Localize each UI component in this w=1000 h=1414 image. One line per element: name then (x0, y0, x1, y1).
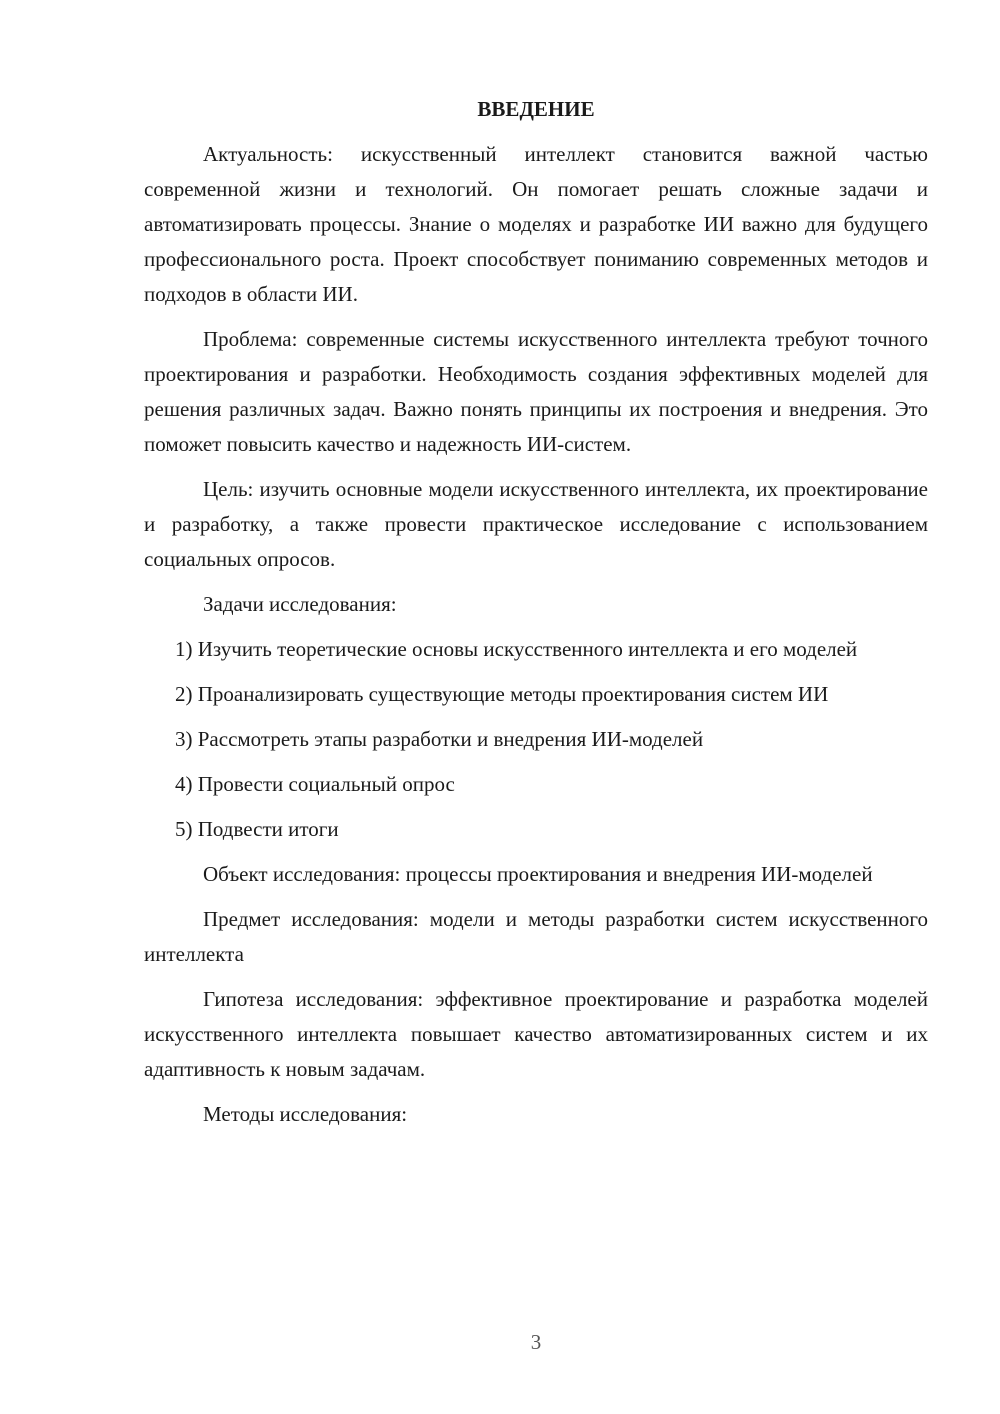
relevance-paragraph: Актуальность: искусственный интеллект становится важной частью современной жизни и технологий. Он помогает решать сложные задачи и автоматизировать процессы. Знание о моделях и разработке ИИ важно для будущего профессионального роста. Проект способствует пониманию современных методов и подходов в области ИИ. (144, 142, 928, 306)
tasks-title: Задачи исследования: (203, 592, 397, 616)
page-content (144, 92, 928, 1142)
methods-title: Методы исследования: (203, 1102, 408, 1126)
page-number: 3 (530, 1330, 542, 1354)
goal-paragraph: Цель: изучить основные модели искусственного интеллекта, их проектирование и разработку, а также провести практическое исследование с использованием социальных опросов. (144, 477, 928, 571)
subject-paragraph: Предмет исследования: модели и методы разработки систем искусственного интеллекта (144, 907, 928, 966)
task-item-5: 5) Подвести итоги (175, 817, 339, 841)
section-heading: ВВЕДЕНИЕ (477, 97, 595, 121)
task-item-4: 4) Провести социальный опрос (175, 772, 455, 796)
task-item-1: 1) Изучить теоретические основы искусственного интеллекта и его моделей (175, 637, 858, 661)
object-paragraph: Объект исследования: процессы проектирования и внедрения ИИ-моделей (203, 862, 873, 886)
problem-paragraph: Проблема: современные системы искусственного интеллекта требуют точного проектирования и разработки. Необходимость создания эффективных моделей для решения различных задач. Важно понять принципы их построения и внедрения. Это поможет повысить качество и надежность ИИ-систем. (144, 327, 928, 456)
task-item-2: 2) Проанализировать существующие методы проектирования систем ИИ (175, 682, 829, 706)
task-item-3: 3) Рассмотреть этапы разработки и внедрения ИИ-моделей (175, 727, 704, 751)
hypothesis-paragraph: Гипотеза исследования: эффективное проектирование и разработка моделей искусственного интеллекта повышает качество автоматизированных систем и их адаптивность к новым задачам. (144, 987, 928, 1081)
